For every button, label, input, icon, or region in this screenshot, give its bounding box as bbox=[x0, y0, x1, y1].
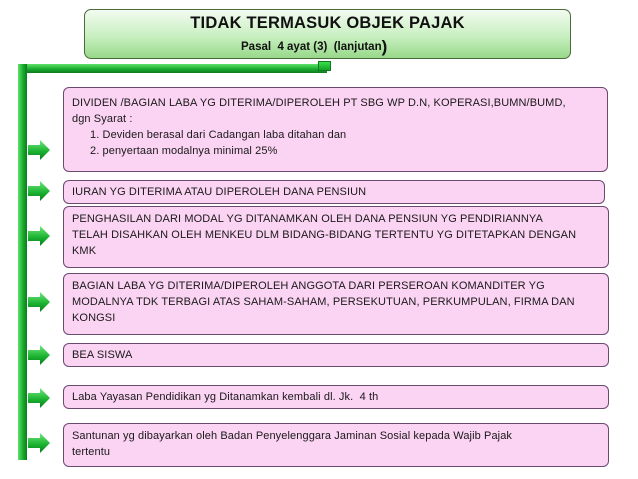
arrow-right-icon bbox=[28, 181, 50, 201]
list-item-bagian-laba bbox=[63, 273, 609, 335]
item-line: MODALNYA TDK TERBAGI ATAS SAHAM-SAHAM, PERSEKUTUAN, PERKUMPULAN, FIRMA DAN bbox=[72, 296, 575, 308]
subtitle-close-paren: ) bbox=[381, 37, 388, 56]
arrow-right-icon bbox=[28, 226, 50, 246]
arrow-right-icon bbox=[28, 388, 50, 408]
bracket-connector-vertical bbox=[18, 64, 27, 460]
arrow-right-icon bbox=[28, 292, 50, 312]
list-item-santunan bbox=[63, 423, 609, 467]
list-item-iuran bbox=[63, 180, 605, 204]
item-line: DIVIDEN /BAGIAN LABA YG DITERIMA/DIPEROLEH PT SBG WP D.N, KOPERASI,BUMN/BUMD, bbox=[72, 97, 566, 109]
page-title: TIDAK TERMASUK OBJEK PAJAK bbox=[190, 14, 465, 32]
item-line: BEA SISWA bbox=[72, 349, 133, 361]
arrow-right-icon bbox=[28, 140, 50, 160]
item-line: KONGSI bbox=[72, 312, 116, 324]
item-line: TELAH DISAHKAN OLEH MENKEU DLM BIDANG-BIDANG TERTENTU YG DITETAPKAN DENGAN bbox=[72, 229, 577, 241]
item-line: KMK bbox=[72, 245, 97, 257]
item-line: Santunan yg dibayarkan oleh Badan Penyelenggara Jaminan Sosial kepada Wajib Pajak bbox=[72, 430, 513, 442]
bracket-connector-horizontal bbox=[18, 64, 327, 73]
item-line: dgn Syarat : bbox=[72, 113, 133, 125]
page-subtitle bbox=[241, 37, 387, 57]
title-box bbox=[84, 9, 571, 59]
connector-square-icon bbox=[318, 61, 331, 71]
list-item-penghasilan-modal bbox=[63, 206, 609, 268]
list-item-bea-siswa bbox=[63, 343, 609, 367]
item-subline: 1. Deviden berasal dari Cadangan laba ditahan dan bbox=[90, 129, 347, 141]
item-line: tertentu bbox=[72, 446, 111, 458]
item-line: Laba Yayasan Pendidikan yg Ditanamkan kembali dl. Jk. 4 th bbox=[72, 391, 379, 403]
subtitle-text: Pasal 4 ayat (3) (lanjutan bbox=[241, 41, 382, 53]
item-line: PENGHASILAN DARI MODAL YG DITANAMKAN OLEH DANA PENSIUN YG PENDIRIANNYA bbox=[72, 213, 543, 225]
item-line: IURAN YG DITERIMA ATAU DIPEROLEH DANA PENSIUN bbox=[72, 186, 367, 198]
item-subline: 2. penyertaan modalnya minimal 25% bbox=[90, 145, 278, 157]
arrow-right-icon bbox=[28, 345, 50, 365]
arrow-right-icon bbox=[28, 433, 50, 453]
item-line: BAGIAN LABA YG DITERIMA/DIPEROLEH ANGGOTA DARI PERSEROAN KOMANDITER YG bbox=[72, 280, 545, 292]
list-item-laba-yayasan bbox=[63, 385, 609, 409]
list-item-dividen bbox=[63, 87, 608, 172]
